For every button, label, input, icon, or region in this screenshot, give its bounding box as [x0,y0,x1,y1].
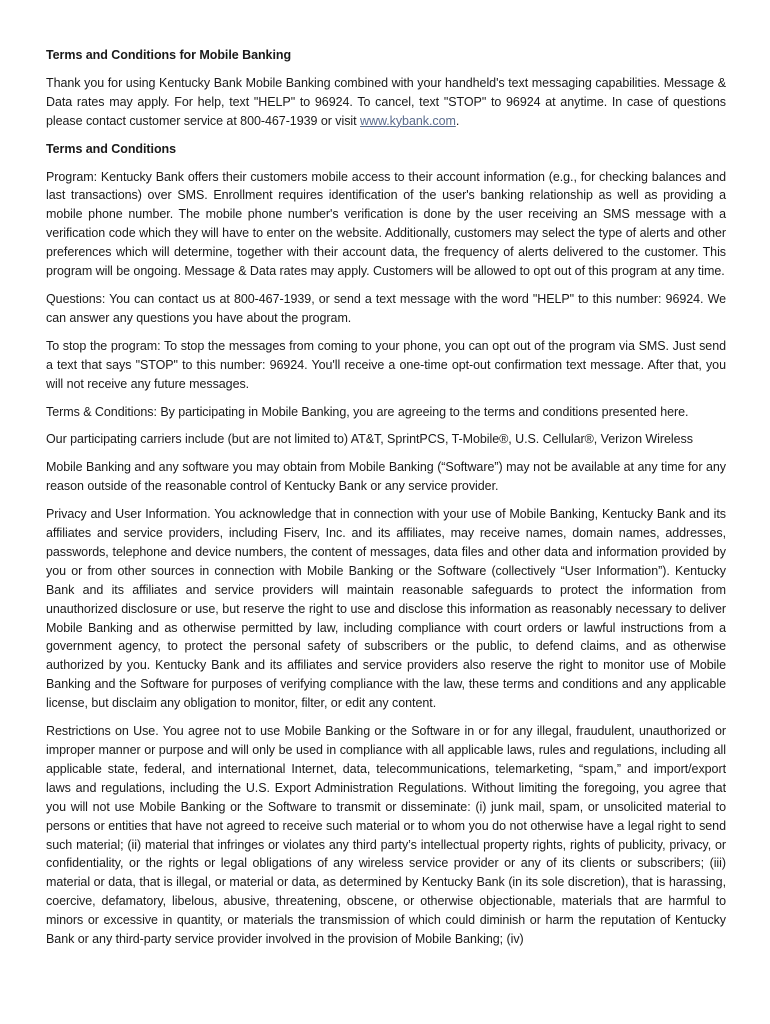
website-link[interactable]: www.kybank.com [359,113,456,128]
intro-suffix: . [455,113,460,128]
restrictions-paragraph: Restrictions on Use. You agree not to use Mobile Banking or the Software in or for any illegal, fraudulent, unauthorized or improper manner or purpose and will only be used in compliance with all applicable laws, rules and regulations, including all applicable state, federal, and international Internet, data, telecommunications, telemarketing, “spam,” and import/export laws and regulations, including the U.S. Export Administration Regulations. Without limiting the foregoing, you agree that you will not use Mobile Banking or the Software to transmit or disseminate: (i) junk mail, spam, or unsolicited material to persons or entities that have not agreed to receive such material or to whom you do not otherwise have a legal right to send such material; (ii) material that infringes or violates any third party’s intellectual property rights, rights of publicity, privacy, or confidentiality, or the rights or legal obligations of any wireless service provider or any of its clients or subscribers; (iii) material or data, that is illegal, or material or data, as determined by Kentucky Bank (in its sole discretion), that is harassing, coercive, defamatory, libelous, abusive, threatening, obscene, or otherwise objectionable, materials that are harmful to minors or excessive in quantity, or materials the transmission of which could diminish or harm the reputation of Kentucky Bank or any third-party service provider involved in the provision of Mobile Banking; (iv) [46,724,726,947]
intro-paragraph [46,74,726,131]
intro-text: Thank you for using Kentucky Bank Mobile Banking combined with your handheld's text messaging capabilities. Message & Data rates may apply. For help, text "HELP" to 96924. To cancel, text "STOP" to 96924 at anytime. In case of questions please contact customer service at 800-467-1939 or visit [46,75,726,128]
terms-paragraph: Terms & Conditions: By participating in Mobile Banking, you are agreeing to the terms and conditions presented here. [46,404,689,419]
terms-subheading: Terms and Conditions [46,141,177,156]
software-paragraph: Mobile Banking and any software you may obtain from Mobile Banking (“Software”) may not be available at any time for any reason outside of the reasonable control of Kentucky Bank or any service provider. [46,460,726,494]
program-paragraph: Program: Kentucky Bank offers their customers mobile access to their account information (e.g., for checking balances and last transactions) over SMS. Enrollment requires identification of the user's banking relationship as well as providing a mobile phone number. The mobile phone number's verification is done by the user receiving an SMS message with a verification code which they will have to enter on the website. Additionally, customers may select the type of alerts and other preferences which will determine, together with their account data, the frequency of alerts delivered to the customer. This program will be ongoing. Message & Data rates may apply. Customers will be allowed to opt out of this program at any time. [46,169,726,279]
questions-paragraph: Questions: You can contact us at 800-467-1939, or send a text message with the word "HELP" to this number: 96924. We can answer any questions you have about the program. [46,291,726,325]
stop-paragraph: To stop the program: To stop the messages from coming to your phone, you can opt out of the program via SMS. Just send a text that says "STOP" to this number: 96924. You'll receive a one-time opt-out confirmation text message. After that, you will not receive any future messages. [46,338,726,391]
document-page [46,46,726,958]
document-title: Terms and Conditions for Mobile Banking [46,48,292,62]
privacy-paragraph: Privacy and User Information. You acknowledge that in connection with your use of Mobile Banking, Kentucky Bank and its affiliates and service providers, including Fiserv, Inc. and its affiliates, may receive names, domain names, addresses, passwords, telephone and device numbers, the content of messages, data files and other data and information provided by you or from other sources in connection with Mobile Banking or the Software (collectively “User Information”). Kentucky Bank and its affiliates and service providers will maintain reasonable safeguards to protect the information from unauthorized disclosure or use, but reserve the right to use and disclose this information as reasonably necessary to deliver Mobile Banking and as otherwise permitted by law, including compliance with court orders or lawful instructions from a government agency, to protect the personal safety of subscribers or the public, to defend claims, and as otherwise authorized by you. Kentucky Bank and its affiliates and service providers also reserve the right to monitor use of Mobile Banking and the Software for purposes of verifying compliance with the law, these terms and conditions and any applicable license, but disclaim any obligation to monitor, filter, or edit any content. [46,507,726,711]
carriers-paragraph: Our participating carriers include (but are not limited to) AT&T, SprintPCS, T-Mobile®, U.S. Cellular®, Verizon Wireless [46,432,693,447]
